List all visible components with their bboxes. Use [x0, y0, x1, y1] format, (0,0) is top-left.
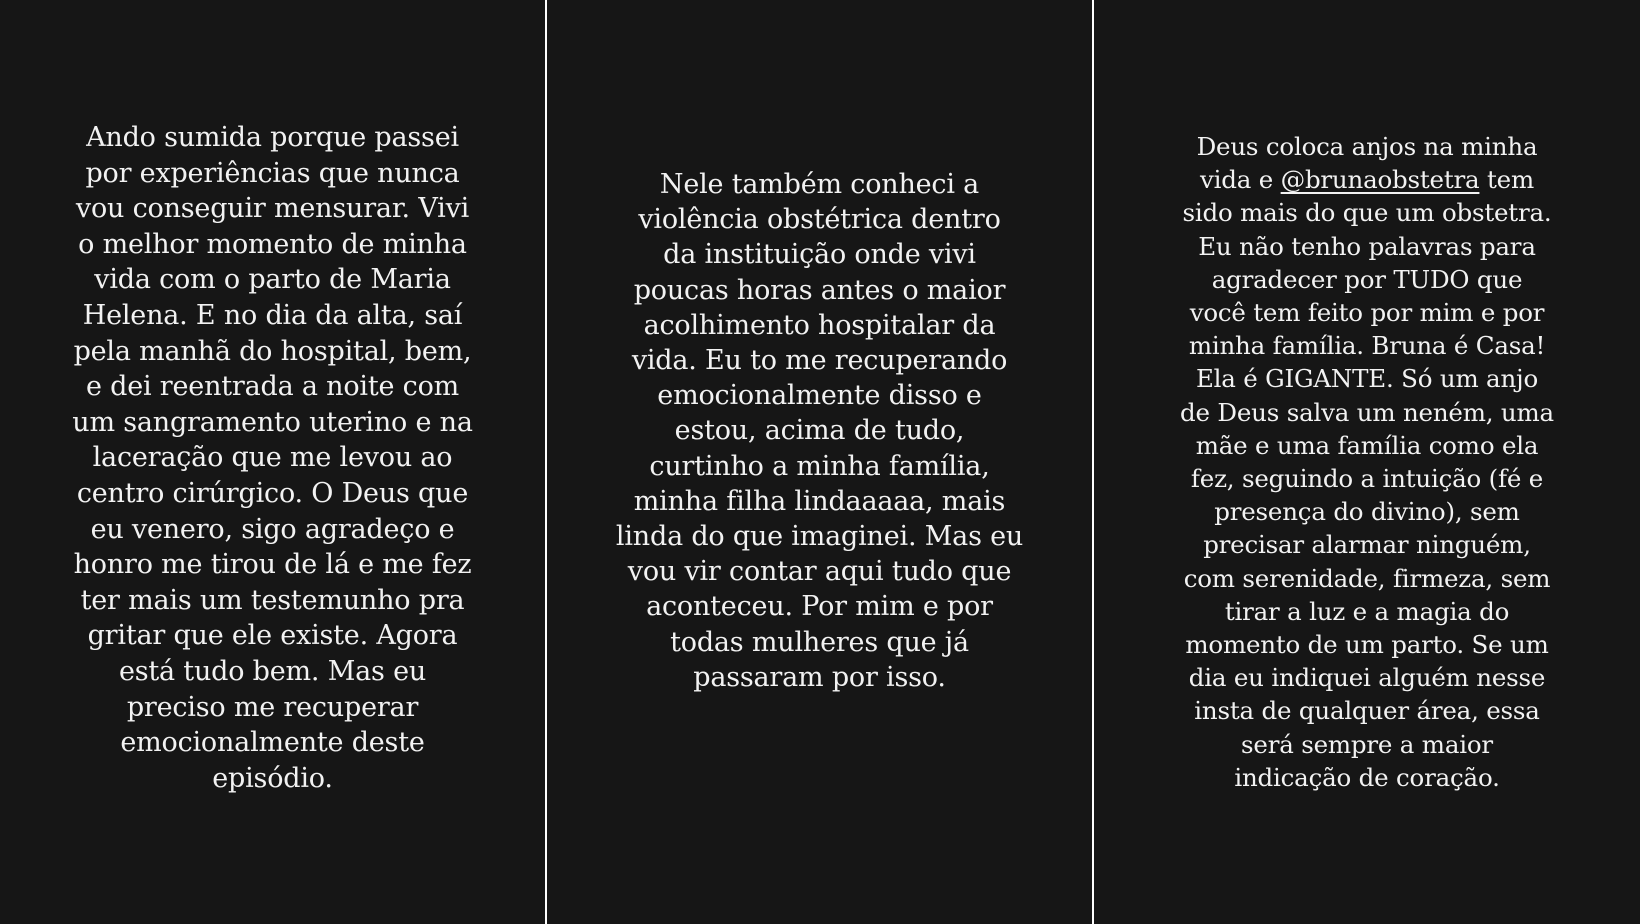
- story-panel-2: [547, 0, 1092, 924]
- story-text-3: [1167, 130, 1567, 794]
- story-panel-3: [1094, 0, 1640, 924]
- story-panel-1: [0, 0, 545, 924]
- story-text-3-before: Deus coloca anjos na minha vida e: [1196, 132, 1538, 195]
- mention-link[interactable]: @brunaobstetra: [1280, 165, 1480, 195]
- story-text-2: Nele também conheci a violência obstétrica dentro da instituição onde vivi poucas horas antes o maior acolhimento hospitalar da vida. Eu to me recuperando emocionalmente disso e estou, acima de tudo, curtinho a minha família, minha filha lindaaaaa, mais linda do que imaginei. Mas eu vou vir contar aqui tudo que aconteceu. Por mim e por todas mulheres que já passaram por isso.: [615, 169, 1024, 693]
- story-text-1: Ando sumida porque passei por experiências que nunca vou conseguir mensurar. Vivi o melhor momento de minha vida com o parto de Maria Helena. E no dia da alta, saí pela manhã do hospital, bem, e dei reentrada a noite com um sangramento uterino e na laceração que me levou ao centro cirúrgico. O Deus que eu venero, sigo agradeço e honro me tirou de lá e me fez ter mais um testemunho pra gritar que ele existe. Agora está tudo bem. Mas eu preciso me recuperar emocionalmente deste episódio.: [72, 122, 473, 794]
- story-text-3-after: tem sido mais do que um obstetra. Eu não tenho palavras para agradecer por TUDO que você tem feito por mim e por minha família. Bruna é Casa! Ela é GIGANTE. Só um anjo de Deus salva um neném, uma mãe e uma família como ela fez, seguindo a intuição (fé e presença do divino), sem precisar alarmar ninguém, com serenidade, firmeza, sem tirar a luz e a magia do momento de um parto. Se um dia eu indiquei alguém nesse insta de qualquer área, essa será sempre a maior indicação de coração.: [1180, 165, 1554, 792]
